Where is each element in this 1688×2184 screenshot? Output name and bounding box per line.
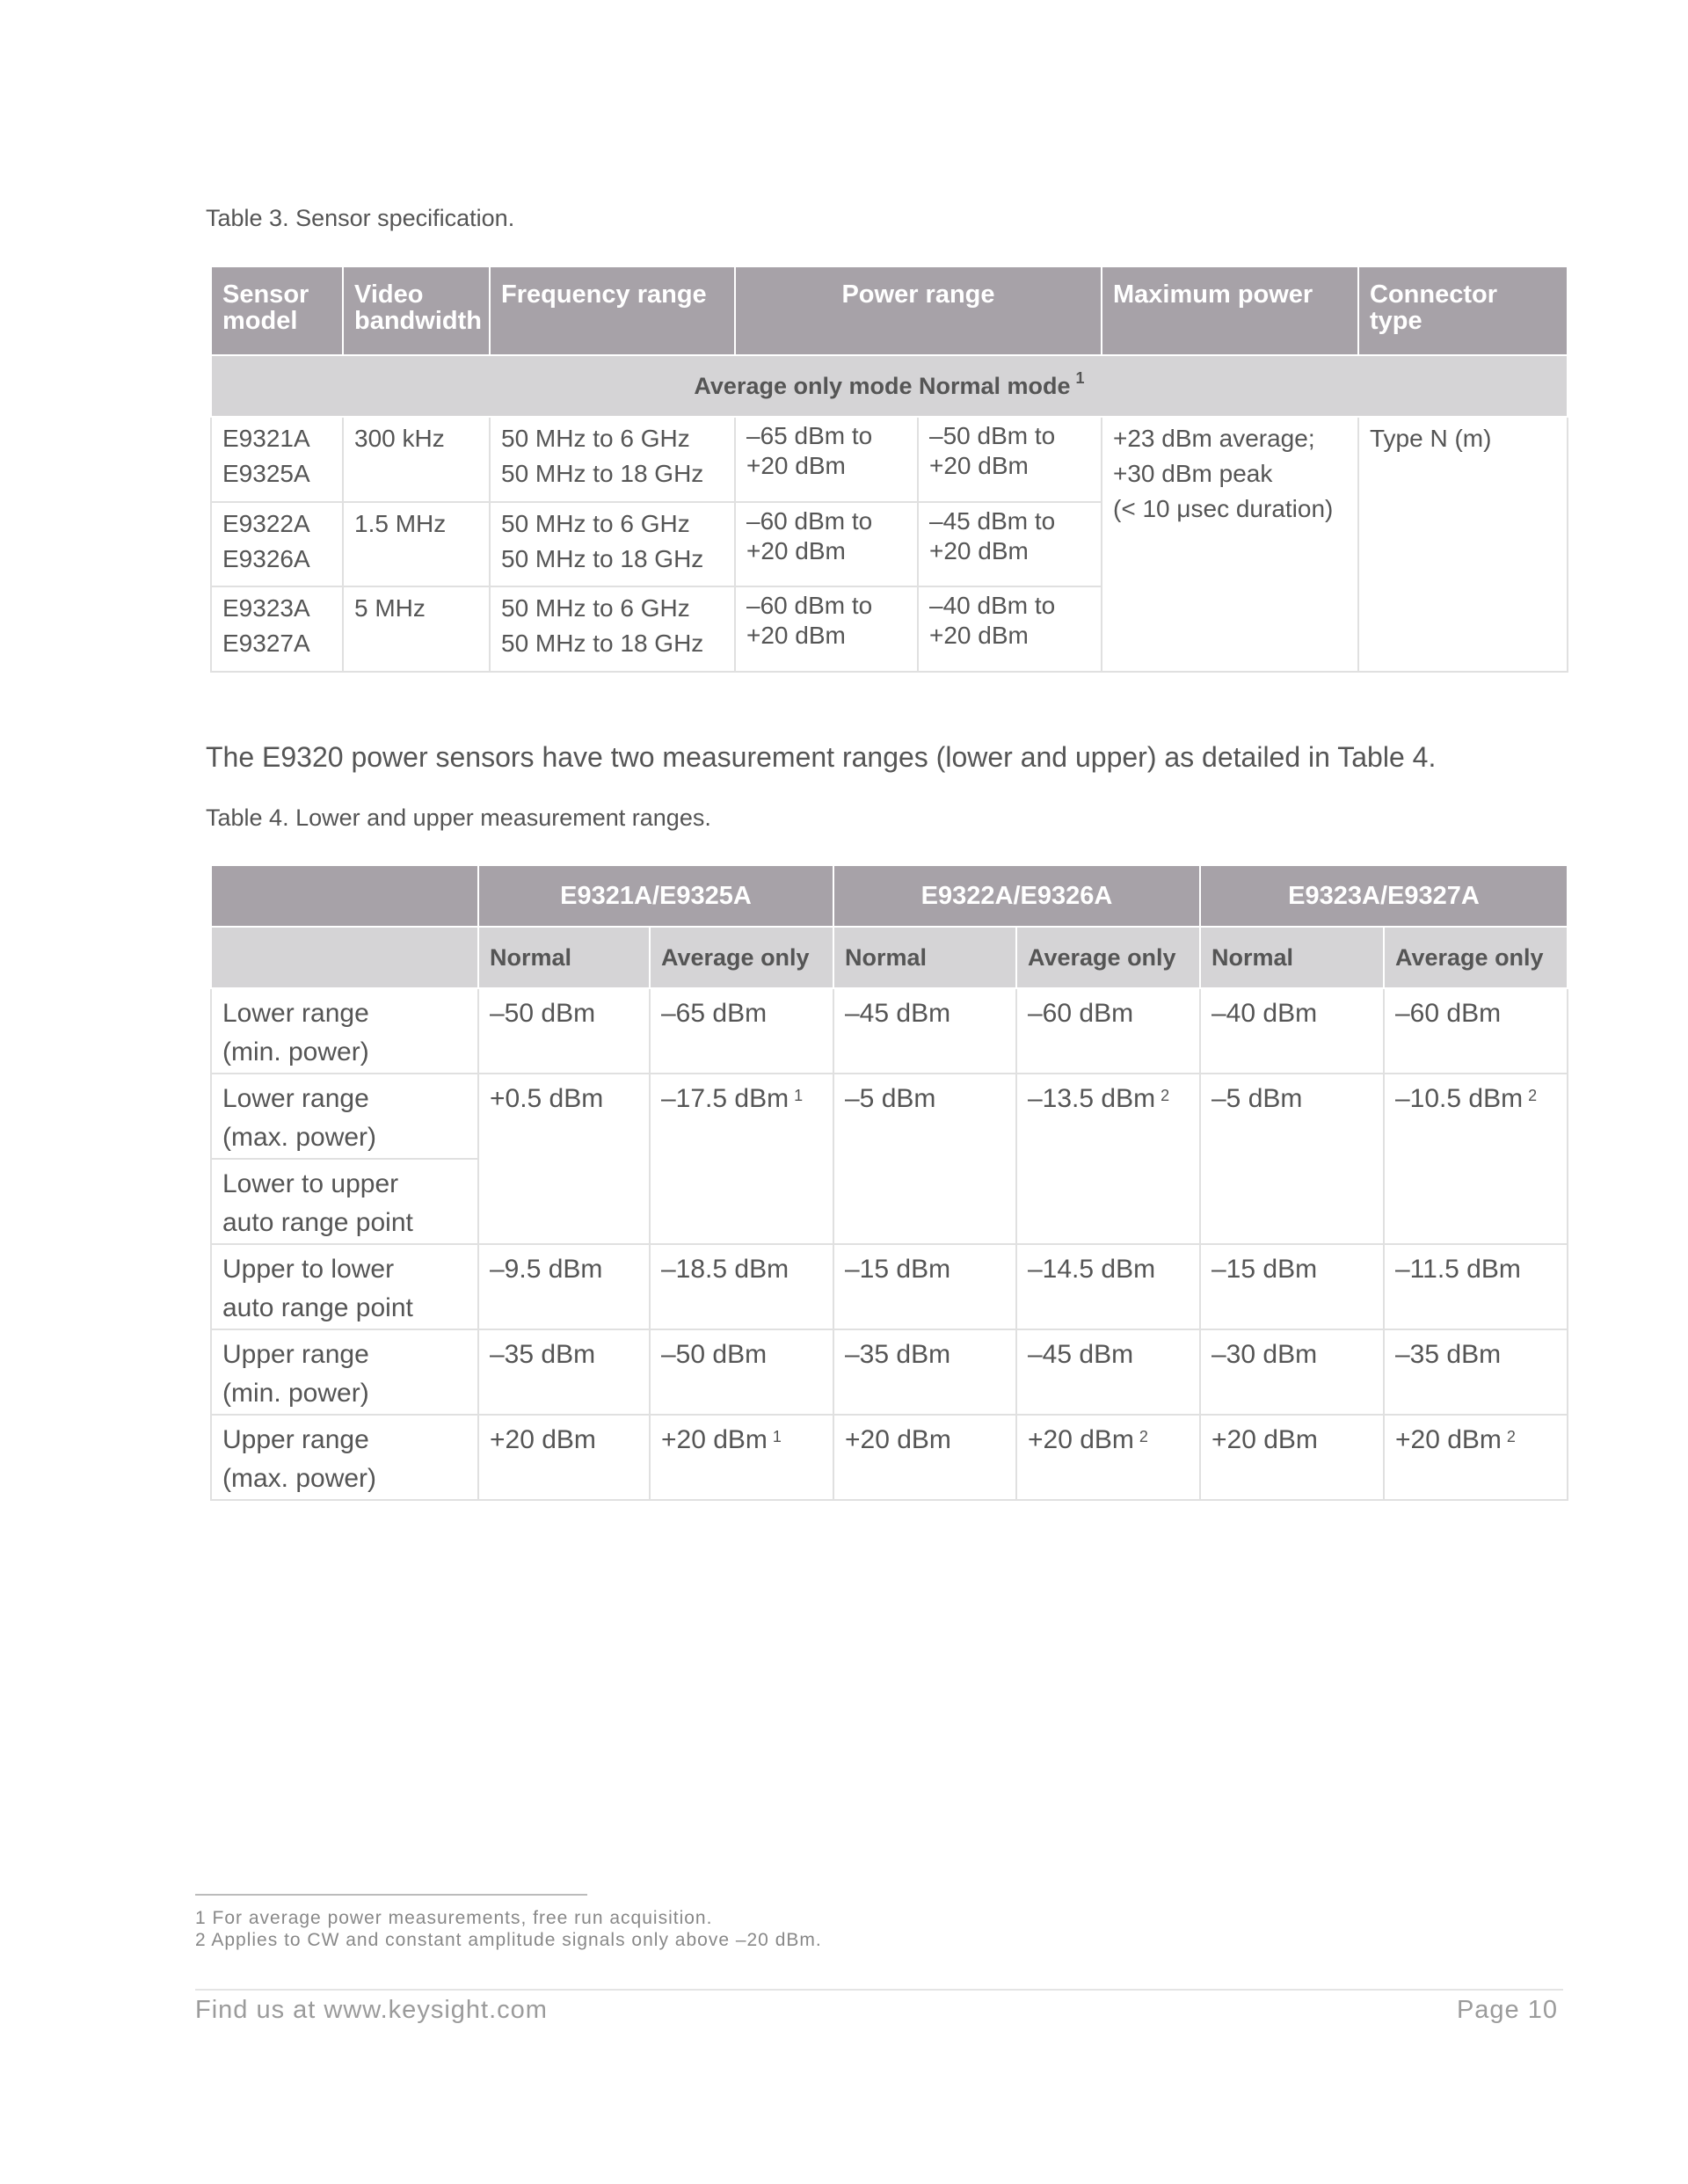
- footer-divider: [195, 1989, 1563, 1991]
- intro-paragraph: The E9320 power sensors have two measurement ranges (lower and upper) as detailed in Table 4.: [206, 741, 1437, 773]
- subheader-normal: Normal: [1200, 927, 1384, 988]
- header-frequency-range: Frequency range: [490, 266, 735, 355]
- footnote-divider: [195, 1894, 587, 1896]
- measurement-ranges-table: [210, 864, 1568, 1501]
- subheader-normal: Normal: [478, 927, 650, 988]
- sensor-spec-table: [210, 266, 1568, 673]
- row-label: Upper to lower auto range point: [211, 1244, 478, 1329]
- row-label: Lower range (min. power): [211, 988, 478, 1074]
- table-row: E9322A E9326A 1.5 MHz 50 MHz to 6 GHz 50 MHz to 18 GHz –60 dBm to +20 dBm –45 dBm to +20 dBm: [211, 502, 1568, 586]
- table-row: Upper range (max. power) +20 dBm +20 dBm $^1$ +20 dBm +20 dBm $^2$ +20 dBm +20 dBm $^2$: [211, 1415, 1568, 1500]
- header-video-bandwidth: Video bandwidth: [343, 266, 490, 355]
- table4-caption: Table 4. Lower and upper measurement ranges.: [206, 804, 711, 831]
- power-range-subheader: Average only mode Normal mode $^1$: [211, 355, 1568, 417]
- subheader-average-only: Average only: [1384, 927, 1568, 988]
- group-e9322a-e9326a: E9322A/E9326A: [833, 865, 1200, 927]
- header-maximum-power: Maximum power: [1102, 266, 1358, 355]
- header-power-range: Power range: [735, 266, 1102, 355]
- page-number: Page 10: [1456, 1996, 1558, 2024]
- footnote-2: 2 Applies to CW and constant amplitude signals only above –20 dBm.: [195, 1930, 822, 1950]
- row-label: Lower to upper auto range point: [211, 1159, 478, 1244]
- table-row: Lower range (min. power) –50 dBm –65 dBm –45 dBm –60 dBm –40 dBm –60 dBm: [211, 988, 1568, 1074]
- table-row: Upper range (min. power) –35 dBm –50 dBm –35 dBm –45 dBm –30 dBm –35 dBm: [211, 1329, 1568, 1415]
- subheader-average-only: Average only: [1016, 927, 1200, 988]
- header-sensor-model: Sensor model: [211, 266, 343, 355]
- row-label: Lower range (max. power): [211, 1074, 478, 1159]
- table3-caption: Table 3. Sensor specification.: [206, 205, 515, 231]
- connector-type-cell: Type N (m): [1358, 417, 1568, 672]
- footnote-1: 1 For average power measurements, free run acquisition.: [195, 1908, 713, 1928]
- table-row: E9321A E9325A 300 kHz 50 MHz to 6 GHz 50 MHz to 18 GHz –65 dBm to +20 dBm –50 dBm to +20 dBm +23 dBm average; +30 dBm peak (< 10 μsec duration) Type N (m): [211, 417, 1568, 502]
- table-row: Upper to lower auto range point –9.5 dBm –18.5 dBm –15 dBm –14.5 dBm –15 dBm –11.5 dBm: [211, 1244, 1568, 1329]
- subheader-normal: Normal: [833, 927, 1016, 988]
- row-label: Upper range (max. power): [211, 1415, 478, 1500]
- table-row: E9323A E9327A 5 MHz 50 MHz to 6 GHz 50 MHz to 18 GHz –60 dBm to +20 dBm –40 dBm to +20 dBm: [211, 586, 1568, 672]
- group-e9321a-e9325a: E9321A/E9325A: [478, 865, 833, 927]
- header-connector-type: Connector type: [1358, 266, 1568, 355]
- row-label: Upper range (min. power): [211, 1329, 478, 1415]
- group-e9323a-e9327a: E9323A/E9327A: [1200, 865, 1568, 927]
- footer-website[interactable]: Find us at www.keysight.com: [195, 1996, 548, 2024]
- maximum-power-cell: +23 dBm average; +30 dBm peak (< 10 μsec duration): [1102, 417, 1358, 672]
- subheader-average-only: Average only: [650, 927, 833, 988]
- table-row: Lower range (max. power) +0.5 dBm –17.5 dBm $^1$ –5 dBm –13.5 dBm $^2$ –5 dBm –10.5 dBm $^2$: [211, 1074, 1568, 1159]
